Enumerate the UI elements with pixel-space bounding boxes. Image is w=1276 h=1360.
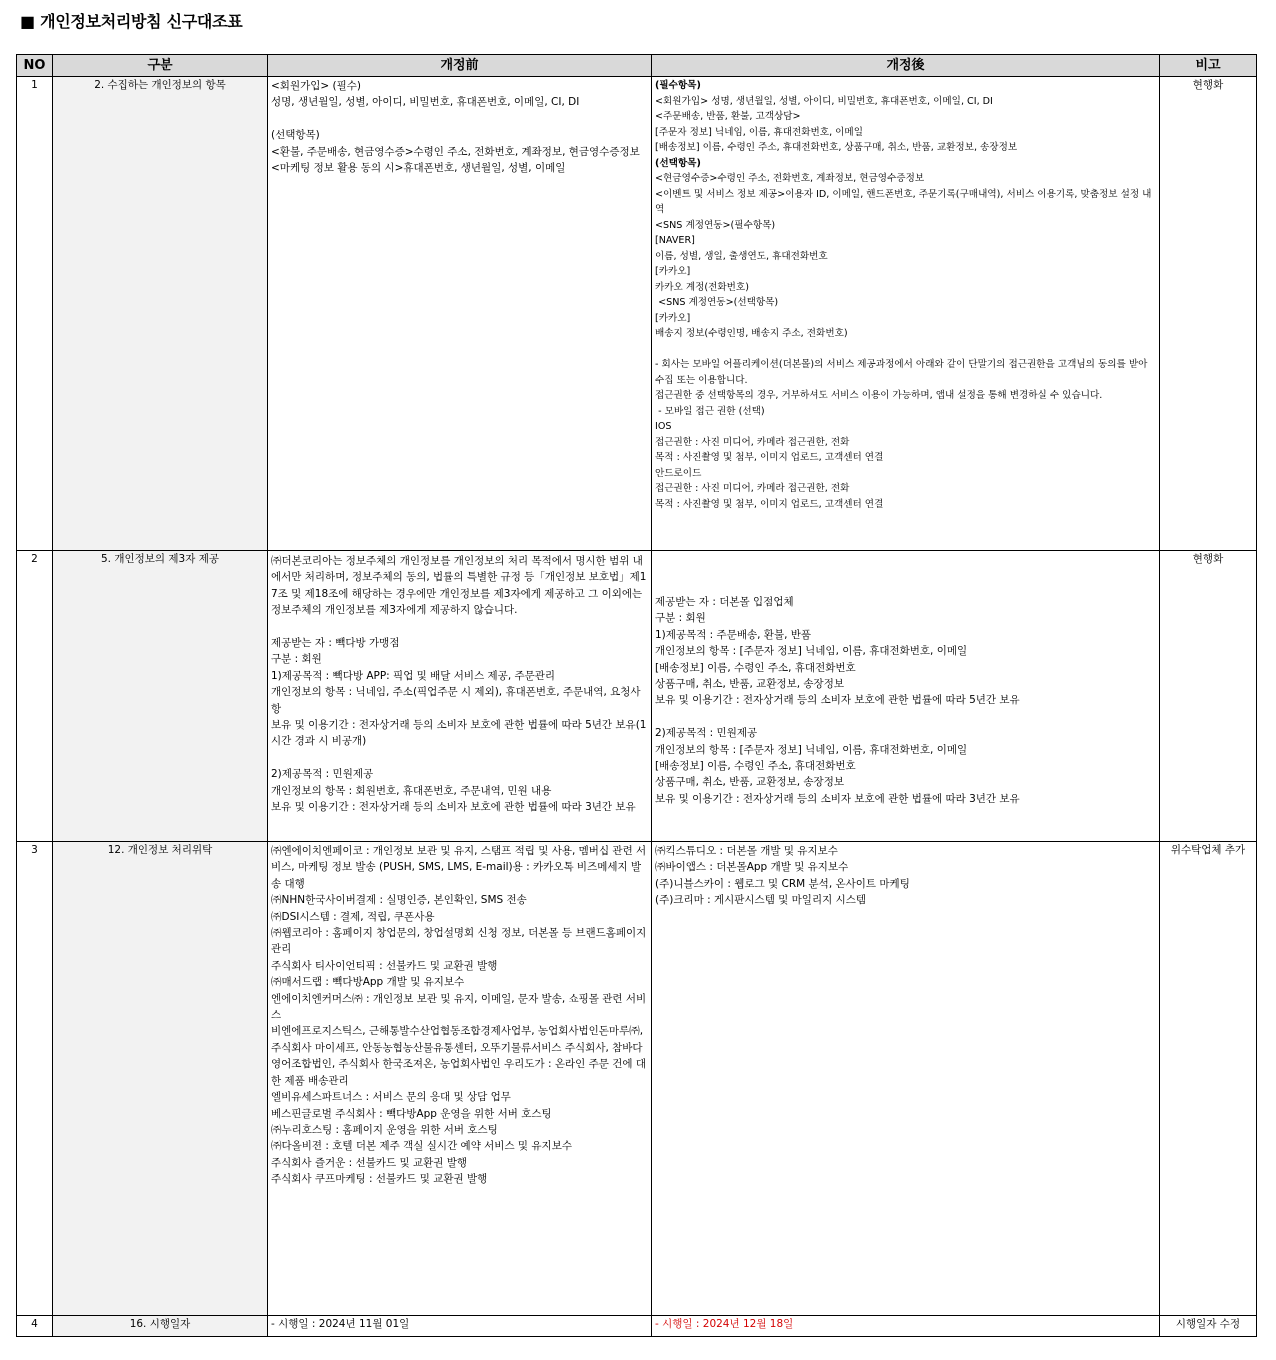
comparison-table — [16, 54, 1257, 1337]
before-text: ㈜더본코리아는 정보주체의 개인정보를 개인정보의 처리 목적에서 명시한 범위 내에서만 처리하며, 정보주체의 동의, 법률의 특별한 규정 등「개인정보 보호법」제17조 및 제18조에 해당하는 경우에만 개인정보를 제3자에게 제공하고 그 이외에는 정보주체의 개인정보를 제3자에게 제공하지 않습니다. 제공받는 자 : 빽다방 가맹점 구분 : 회원 1)제공목적 : 빽다방 APP: 픽업 및 배달 서비스 제공, 주문관리 개인정보의 항목 : 닉네임, 주소(픽업주문 시 제외), 휴대폰번호, 주문내역, 요청사항 보유 및 이용기간 : 전자상거래 등의 소비자 보호에 관한 법률에 따라 5년간 보유(1시간 경과 시 비공개) 2)제공목적 : 민원제공 개인정보의 항목 : 회원번호, 휴대폰번호, 주문내역, 민원 내용 보유 및 이용기간 : 전자상거래 등의 소비자 보호에 관한 법률에 따라 3년간 보유 — [271, 555, 647, 814]
before-text: - 시행일 : 2024년 11월 01일 — [271, 1318, 410, 1330]
header-before: 개정前 — [268, 55, 652, 77]
row-category: 16. 시행일자 — [53, 1316, 268, 1337]
row-number: 3 — [17, 842, 53, 1316]
table-row — [17, 551, 1257, 842]
after-text: 제공받는 자 : 더본몰 입점업체 구분 : 회원 1)제공목적 : 주문배송, 환불, 반품 개인정보의 항목 : [주문자 정보] 닉네임, 이름, 휴대전화번호, 이메일 [배송정보] 이름, 수령인 주소, 휴대전화번호 상품구매, 취소, 반품, 교환정보, 송장정보 보유 및 이용기간 : 전자상거래 등의 소비자 보호에 관한 법률에 따라 5년간 보유 2)제공목적 : 민원제공 개인정보의 항목 : [주문자 정보] 닉네임, 이름, 휴대전화번호, 이메일 [배송정보] 이름, 수령인 주소, 휴대전화번호 상품구매, 취소, 반품, 교환정보, 송장정보 보유 및 이용기간 : 전자상거래 등의 소비자 보호에 관한 법률에 따라 3년간 보유 — [655, 596, 1020, 805]
required-items-heading: (필수항목) — [655, 80, 701, 91]
row-category: 12. 개인정보 처리위탁 — [53, 842, 268, 1316]
after-text: ㈜킥스튜디오 : 더본몰 개발 및 유지보수 ㈜바이앱스 : 더본몰App 개발 및 유지보수 (주)니블스카이 : 웹로그 및 CRM 분석, 온사이트 마케팅 (주)크리마 : 게시판시스템 및 마일리지 시스템 — [655, 845, 910, 907]
table-header-row — [17, 55, 1257, 77]
header-after: 개정後 — [652, 55, 1160, 77]
optional-items-heading: (선택항목) — [655, 157, 701, 169]
row-note: 현행화 — [1160, 77, 1257, 551]
after-text: - 시행일 : 2024년 12월 18일 — [655, 1318, 794, 1330]
after-cell — [652, 1316, 1160, 1337]
optional-items-text: <현금영수증>수령인 주소, 전화번호, 계좌정보, 현금영수증정보 <이벤트 및 서비스 정보 제공>이용자 ID, 이메일, 핸드폰번호, 주문기록(구매내역), 서비스 이용기록, 맞춤정보 설정 내역 <SNS 계정연동>(필수항목) [NAVER] 이름, 성별, 생일, 출생연도, 휴대전화번호 [카카오] 카카오 계정(전화번호) <SNS 계정연동>(선택항목) [카카오] 배송지 정보(수령인명, 배송지 주소, 전화번호) - 회사는 모바일 어플리케이션(더본몰)의 서비스 제공과정에서 아래와 같이 단말기의 접근권한을 고객님의 동의를 받아 수집 또는 이용합니다. 접근권한 중 선택항목의 경우, 거부하셔도 서비스 이용이 가능하며, 앱내 설정을 통해 변경하실 수 있습니다. - 모바일 접근 권한 (선택) IOS 접근권한 : 사진 미디어, 카메라 접근권한, 전화 목적 : 사진촬영 및 첨부, 이미지 업로드, 고객센터 연결 안드로이드 접근권한 : 사진 미디어, 카메라 접근권한, 전화 목적 : 사진촬영 및 첨부, 이미지 업로드, 고객센터 연결 — [655, 173, 1152, 510]
after-cell — [652, 551, 1160, 842]
row-category: 5. 개인정보의 제3자 제공 — [53, 551, 268, 842]
row-note: 현행화 — [1160, 551, 1257, 842]
before-text: <회원가입> (필수) 성명, 생년월일, 성별, 아이디, 비밀번호, 휴대폰번호, 이메일, CI, DI (선택항목) <환불, 주문배송, 현금영수증>수령인 주소, 전화번호, 계좌정보, 현금영수증정보 <마케팅 정보 활용 동의 시>휴대폰번호, 생년월일, 성별, 이메일 — [271, 80, 640, 175]
after-cell — [652, 842, 1160, 1316]
header-note: 비고 — [1160, 55, 1257, 77]
row-number: 4 — [17, 1316, 53, 1337]
before-cell — [268, 551, 652, 842]
required-items-text: <회원가입> 성명, 생년월일, 성별, 아이디, 비밀번호, 휴대폰번호, 이메일, CI, DI <주문배송, 반품, 환불, 고객상담> [주문자 정보] 닉네임, 이름, 휴대전화번호, 이메일 [배송정보] 이름, 수령인 주소, 휴대전화번호, 상품구매, 취소, 반품, 교환정보, 송장정보 — [655, 95, 1018, 153]
row-note: 위수탁업체 추가 — [1160, 842, 1257, 1316]
table-row — [17, 1316, 1257, 1337]
before-cell — [268, 77, 652, 551]
row-number: 2 — [17, 551, 53, 842]
before-cell — [268, 1316, 652, 1337]
header-no: NO — [17, 55, 53, 77]
before-cell — [268, 842, 652, 1316]
row-category: 2. 수집하는 개인정보의 항목 — [53, 77, 268, 551]
table-row — [17, 842, 1257, 1316]
after-text — [652, 77, 1159, 512]
after-cell — [652, 77, 1160, 551]
page-title: ■ 개인정보처리방침 신구대조표 — [20, 12, 243, 31]
row-note: 시행일자 수정 — [1160, 1316, 1257, 1337]
row-number: 1 — [17, 77, 53, 551]
header-category: 구분 — [53, 55, 268, 77]
table-row — [17, 77, 1257, 551]
before-text: ㈜엔에이치엔페이코 : 개인정보 보관 및 유지, 스탬프 적립 및 사용, 멤버십 관련 서비스, 마케팅 정보 발송 (PUSH, SMS, LMS, E-mail)용 : 카카오톡 비즈메세지 발송 대행 ㈜NHN한국사이버결제 : 실명인증, 본인확인, SMS 전송 ㈜DSI시스템 : 결제, 적립, 쿠폰사용 ㈜웹코리아 : 홈페이지 창업문의, 창업설명회 신청 정보, 더본몰 등 브랜드홈페이지 관리 주식회사 티사이언티픽 : 선불카드 및 교환권 발행 ㈜매서드랩 : 빽다방App 개발 및 유지보수 엔에이치엔커머스㈜ : 개인정보 보관 및 유지, 이메일, 문자 발송, 쇼핑몰 관련 서비스 비엔에프로지스틱스, 근해통발수산업협동조합경제사업부, 농업회사법인돈마루㈜, 주식회사 마이세프, 안동농협농산물유통센터, 오뚜기물류서비스 주식회사, 참바다영어조합법인, 주식회사 한국조져온, 농업회사법인 우리도가 : 온라인 주문 건에 대한 제품 배송관리 엘비유세스파트너스 : 서비스 문의 응대 및 상담 업무 베스핀글로벌 주식회사 : 빽다방App 운영을 위한 서버 호스팅 ㈜누리호스팅 : 홈페이지 운영을 위한 서버 호스팅 ㈜다올비젼 : 호텔 더본 제주 객실 실시간 예약 서비스 및 유지보수 주식회사 즐거운 : 선불카드 및 교환권 발행 주식회사 쿠프마케팅 : 선불카드 및 교환권 발행 — [271, 845, 647, 1186]
